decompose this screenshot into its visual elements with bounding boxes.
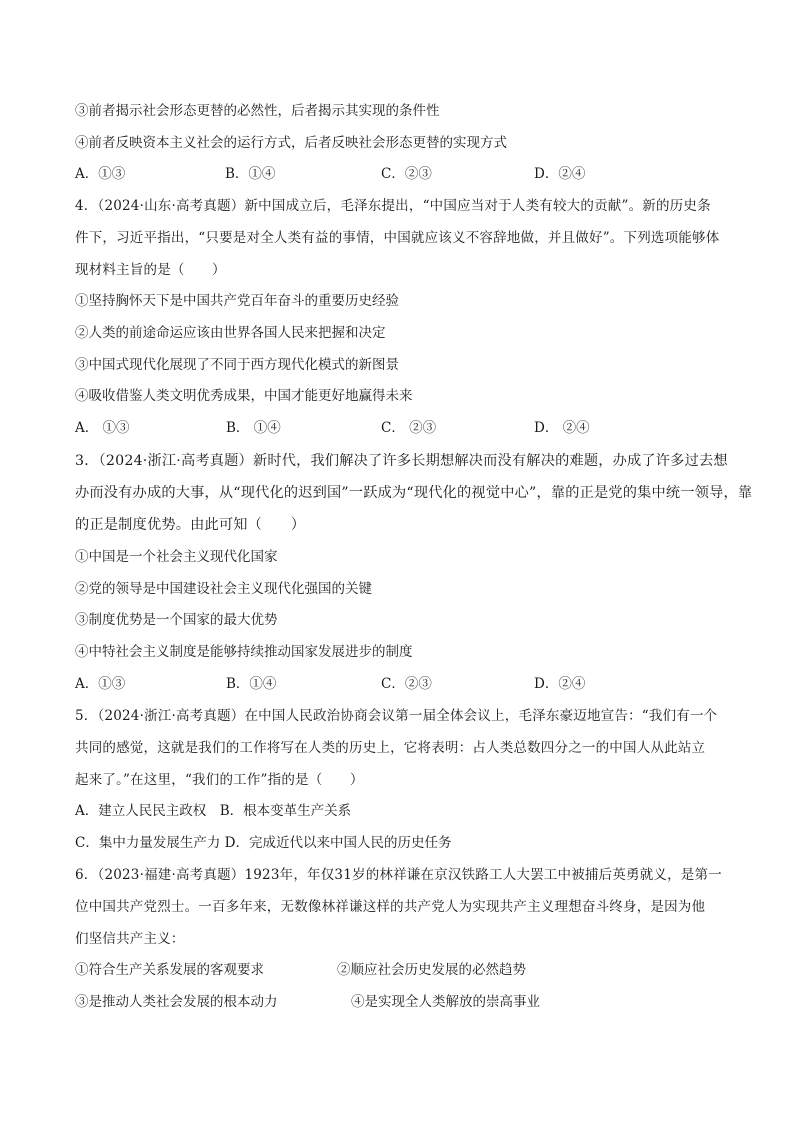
question-5-stem-line-2: 共同的感觉，这就是我们的工作将写在人类的历史上，它将表明：占人类总数四分之一的中国人从此站立 xyxy=(75,740,706,756)
question-3-item-1: ①中国是一个社会主义现代化国家 xyxy=(75,549,278,565)
question-6-stem-line-1: 6．（2023·福建·高考真题）1923年，年仅31岁的林祥谦在京汉铁路工人大罢工中被捕后英勇就义，是第一 xyxy=(75,867,722,883)
question-6-item-4: ④是实现全人类解放的崇高事业 xyxy=(351,994,540,1010)
question-5-stem-line-1: 5．（2024·浙江·高考真题）在中国人民政治协商会议第一届全体会议上，毛泽东豪迈地宣告：“我们有一个 xyxy=(75,708,718,724)
option-b: B． ①④ xyxy=(226,420,281,436)
option-a: A． ①③ xyxy=(75,420,130,436)
option-c: C．②③ xyxy=(381,676,432,692)
question-4-stem-line-2: 件下，习近平指出，“只要是对全人类有益的事情，中国就应该义不容辞地做，并且做好”。下列选项能够体 xyxy=(75,230,720,246)
option-a: A．①③ xyxy=(75,676,126,692)
question-4-item-2: ②人类的前途命运应该由世界各国人民来把握和决定 xyxy=(75,325,386,341)
question-3-item-2: ②党的领导是中国建设社会主义现代化强国的关键 xyxy=(75,581,372,597)
question-4-item-4: ④吸收借鉴人类文明优秀成果，中国才能更好地赢得未来 xyxy=(75,388,413,404)
question-3-stem-line-1: 3．（2024·浙江·高考真题）新时代，我们解决了许多长期想解决而没有解决的难题，办成了许多过去想 xyxy=(75,453,728,469)
option-c: C． ②③ xyxy=(381,420,437,436)
question-3-stem-line-2: 办而没有办成的大事，从“现代化的迟到国”一跃成为“现代化的视觉中心”，靠的正是党的集中统一领导，靠 xyxy=(75,485,753,501)
question-3-item-3: ③制度优势是一个国家的最大优势 xyxy=(75,612,278,628)
option-d: D．②④ xyxy=(534,166,586,182)
question-4-item-3: ③中国式现代化展现了不同于西方现代化模式的新图景 xyxy=(75,357,399,373)
question-6-item-3: ③是推动人类社会发展的根本动力 xyxy=(75,994,278,1010)
question-6-items-row-1 xyxy=(75,960,735,980)
question-3-options xyxy=(75,674,735,694)
question-6-stem-line-3: 们坚信共产主义： xyxy=(75,931,185,947)
question-5-options-line-2: C．集中力量发展生产力 D．完成近代以来中国人民的历史任务 xyxy=(75,835,452,851)
question-4-item-1: ①坚持胸怀天下是中国共产党百年奋斗的重要历史经验 xyxy=(75,293,399,309)
option-a: A．①③ xyxy=(75,166,126,182)
question-5-options-line-1: A．建立人民民主政权 B．根本变革生产关系 xyxy=(75,803,352,819)
question-6-items-row-2 xyxy=(75,992,735,1012)
question-4-stem-line-1: 4．（2024·山东·高考真题）新中国成立后，毛泽东提出，“中国应当对于人类有较大的贡献”。新的历史条 xyxy=(75,198,711,214)
option-c: C．②③ xyxy=(381,166,432,182)
option-d: D． ②④ xyxy=(534,420,590,436)
question-4-stem-line-3: 现材料主旨的是（ ） xyxy=(75,262,226,278)
question-3-item-4: ④中特社会主义制度是能够持续推动国家发展进步的制度 xyxy=(75,644,413,660)
option-b: B．①④ xyxy=(225,166,276,182)
option-d: D．②④ xyxy=(534,676,586,692)
prev-question-item-3: ③前者揭示社会形态更替的必然性，后者揭示其实现的条件性 xyxy=(75,103,440,119)
question-5-stem-line-3: 起来了。”在这里，“我们的工作”指的是（ ） xyxy=(75,772,364,788)
question-3-stem-line-3: 的正是制度优势。由此可知（ ） xyxy=(75,517,306,533)
question-4-options xyxy=(75,418,735,438)
option-b: B．①④ xyxy=(226,676,277,692)
question-6-stem-line-2: 位中国共产党烈士。一百多年来，无数像林祥谦这样的共产党人为实现共产主义理想奋斗终身，是因为他 xyxy=(75,899,706,915)
prev-question-item-4: ④前者反映资本主义社会的运行方式，后者反映社会形态更替的实现方式 xyxy=(75,135,507,151)
prev-question-options xyxy=(75,164,735,184)
question-6-item-2: ②顺应社会历史发展的必然趋势 xyxy=(337,962,526,978)
question-6-item-1: ①符合生产关系发展的客观要求 xyxy=(75,962,264,978)
